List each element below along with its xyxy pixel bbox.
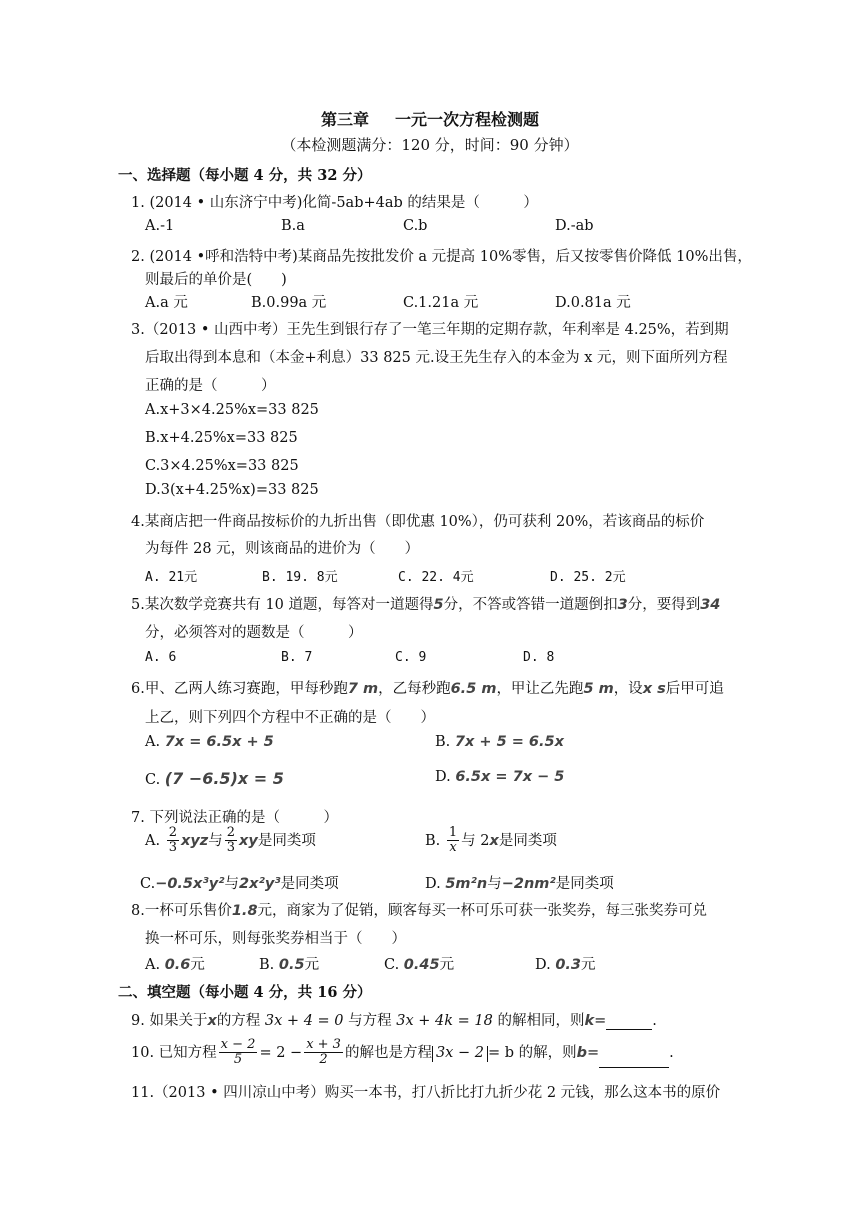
q4-option-a: A. 21元 <box>145 570 198 585</box>
q10-den2: 2 <box>319 1052 328 1068</box>
q7-b-fraction <box>447 826 459 856</box>
q8-c-unit: 元 <box>439 957 455 973</box>
question-2-line1: 2. (2014 •呼和浩特中考)某商品先按批发价 a 元提高 10%零售，后又按零售价降低 10%出售， <box>131 249 752 265</box>
q7-option-c <box>140 872 339 893</box>
q9-k: k <box>584 1013 595 1029</box>
q7-d-label: D. <box>425 876 441 892</box>
q6-d-label: D. <box>435 769 456 785</box>
q10-fraction-2 <box>304 1038 343 1068</box>
q9-end: . <box>652 1013 657 1029</box>
q5-text-c: 分，要得到 <box>627 597 701 613</box>
q6-value-d: x s <box>642 681 666 697</box>
q8-option-d <box>535 953 596 974</box>
q2-option-d: D.0.81a 元 <box>555 295 631 311</box>
q7-c-mid: 与 <box>224 876 240 892</box>
q7-b-num: 1 <box>448 825 458 840</box>
question-8-line2: 换一杯可乐，则每张奖券相当于（ ） <box>145 931 406 947</box>
question-8-line1 <box>131 899 707 920</box>
q8-d-value: 0.3 <box>555 957 582 973</box>
q9-var: x <box>207 1013 217 1029</box>
q7-c-end: 是同类项 <box>280 876 339 892</box>
q10-num1: x − 2 <box>220 1037 256 1052</box>
q9-equation-2: 3x + 4k = 18 <box>396 1013 493 1029</box>
q2-option-c: C.1.21a 元 <box>403 295 479 311</box>
title-name: 一元一次方程检测题 <box>395 110 540 129</box>
q7-a-end: 是同类项 <box>257 832 316 849</box>
q6-text-d: ，设 <box>613 681 643 697</box>
question-7-text: 7. 下列说法正确的是（ ） <box>131 810 338 826</box>
section-heading-choice: 一、选择题（每小题 4 分，共 32 分） <box>118 167 372 184</box>
q8-text-b: 元，商家为了促销，顾客每买一杯可乐可获一张奖券，每三张奖券可兑 <box>257 903 708 919</box>
q10-text-d: = b 的解，则 <box>487 1044 577 1061</box>
q5-value-correct: 5 <box>433 597 444 613</box>
q7-b-label: B. <box>425 832 441 849</box>
q7-a-mid: 与 <box>208 832 223 849</box>
question-6-line2: 上乙，则下列四个方程中不正确的是（ ） <box>145 710 435 726</box>
q2-option-b: B.0.99a 元 <box>251 295 327 311</box>
q6-option-c <box>145 769 284 788</box>
q8-c-label: C. <box>384 957 404 973</box>
q7-b-end: 是同类项 <box>498 832 557 849</box>
q10-eq: = <box>587 1044 600 1061</box>
q3-option-b: B.x+4.25%x=33 825 <box>145 430 298 446</box>
q7-a-den2: 3 <box>226 840 236 856</box>
q10-text-c: 的解也是方程 <box>344 1044 432 1061</box>
q8-option-b <box>259 953 319 974</box>
q9-text-c: 与方程 <box>343 1013 397 1029</box>
q7-a-den1: 3 <box>168 840 177 856</box>
q6-value-b: 6.5 m <box>450 681 497 697</box>
q6-text-c: ，甲让乙先跑 <box>496 681 584 697</box>
q7-b-den: x <box>449 840 457 856</box>
q6-option-d <box>435 769 564 785</box>
q7-a-num2: 2 <box>226 825 236 840</box>
q10-text-b: = 2 − <box>259 1044 303 1061</box>
q8-b-value: 0.5 <box>278 957 305 973</box>
q5-option-d: D. 8 <box>523 650 555 665</box>
q7-a-fraction-2 <box>225 826 237 856</box>
q10-end: . <box>669 1044 674 1061</box>
q9-text-a: 9. 如果关于 <box>131 1013 208 1029</box>
q7-c-label: C. <box>140 876 156 892</box>
q10-abs: 3x − 2 <box>432 1046 488 1062</box>
q6-c-label: C. <box>145 772 165 788</box>
q8-price: 1.8 <box>231 903 258 919</box>
q9-text-b: 的方程 <box>216 1013 265 1029</box>
q5-option-b: B. 7 <box>281 650 313 665</box>
q7-a-term1: xyz <box>180 832 209 849</box>
q9-answer-blank[interactable] <box>606 1029 652 1030</box>
q6-b-label: B. <box>435 734 455 750</box>
chapter-label: 第三章 <box>320 110 369 129</box>
q7-d-term2: −2nm² <box>501 876 556 892</box>
question-3-line2: 后取出得到本息和（本金+利息）33 825 元.设王先生存入的本金为 x 元，则下面所列方程 <box>145 350 728 366</box>
q8-a-unit: 元 <box>190 957 205 973</box>
q7-b-mid: 与 2 <box>461 832 490 849</box>
q8-option-a <box>145 953 205 974</box>
q8-a-value: 0.6 <box>164 957 191 973</box>
q6-c-equation: (7 −6.5)x = 5 <box>164 769 284 788</box>
q8-d-unit: 元 <box>581 957 596 973</box>
q5-text-a: 5.某次数学竞赛共有 10 道题，每答对一道题得 <box>131 597 434 613</box>
page-title <box>0 107 860 130</box>
question-5-line1 <box>131 593 720 614</box>
question-4-line1: 4.某商店把一件商品按标价的九折出售（即优惠 10%），仍可获利 20%，若该商品的标价 <box>131 514 705 530</box>
question-2-line2: 则最后的单价是( ) <box>145 272 287 288</box>
q5-option-c: C. 9 <box>395 650 427 665</box>
q7-a-num1: 2 <box>168 825 177 840</box>
q7-option-b <box>425 826 557 856</box>
q4-option-c: C. 22. 4元 <box>398 570 474 585</box>
q5-option-a: A. 6 <box>145 650 177 665</box>
q3-option-d: D.3(x+4.25%x)=33 825 <box>145 482 319 498</box>
q5-text-b: 分，不答或答错一道题倒扣 <box>443 597 618 613</box>
q7-d-mid: 与 <box>487 876 502 892</box>
q6-text-e: 后甲可追 <box>665 681 724 697</box>
q8-option-c <box>384 953 454 974</box>
q6-b-equation: 7x + 5 = 6.5x <box>454 734 564 750</box>
q9-eq: = <box>594 1013 607 1029</box>
q7-d-term1: 5m²n <box>445 876 488 892</box>
q4-option-d: D. 25. 2元 <box>550 570 626 585</box>
q6-a-label: A. <box>145 734 165 750</box>
q7-d-end: 是同类项 <box>555 876 614 892</box>
q10-b: b <box>576 1044 587 1061</box>
question-6-line1 <box>131 677 724 698</box>
q6-value-a: 7 m <box>347 681 379 697</box>
q9-equation-1: 3x + 4 = 0 <box>264 1013 344 1029</box>
q8-c-value: 0.45 <box>403 957 440 973</box>
q1-option-c: C.b <box>403 218 428 234</box>
q3-option-a: A.x+3×4.25%x=33 825 <box>145 402 319 418</box>
q6-option-b <box>435 734 564 750</box>
q10-fraction-1 <box>219 1038 258 1068</box>
question-1-text: 1. (2014 • 山东济宁中考)化简-5ab+4ab 的结果是（ ） <box>131 195 538 211</box>
q8-d-label: D. <box>535 957 556 973</box>
q8-text-a: 8.一杯可乐售价 <box>131 903 232 919</box>
q1-option-b: B.a <box>281 218 305 234</box>
q7-option-d <box>425 872 614 893</box>
q8-b-unit: 元 <box>304 957 320 973</box>
q1-option-d: D.-ab <box>555 218 594 234</box>
q10-num2: x + 3 <box>306 1037 341 1052</box>
question-9 <box>131 1009 657 1030</box>
q8-b-label: B. <box>259 957 279 973</box>
q7-a-label: A. <box>145 832 161 849</box>
q7-c-term1: −0.5x³y² <box>155 876 225 892</box>
q10-text-a: 10. 已知方程 <box>131 1044 217 1061</box>
question-10 <box>131 1038 674 1068</box>
q6-text-a: 6.甲、乙两人练习赛跑，甲每秒跑 <box>131 681 348 697</box>
q6-value-c: 5 m <box>583 681 614 697</box>
q7-option-a <box>145 826 316 856</box>
q6-a-equation: 7x = 6.5x + 5 <box>164 734 274 750</box>
q1-option-a: A.-1 <box>145 218 175 234</box>
section-heading-fill: 二、填空题（每小题 4 分，共 16 分） <box>118 984 372 1001</box>
question-11-line1: 11.（2013 • 四川凉山中考）购买一本书，打八折比打九折少花 2 元钱，那么这本书的原价 <box>131 1085 721 1101</box>
q6-d-equation: 6.5x = 7x − 5 <box>455 769 565 785</box>
question-3-line3: 正确的是（ ） <box>145 378 276 394</box>
q6-option-a <box>145 734 274 750</box>
q6-text-b: ，乙每秒跑 <box>378 681 451 697</box>
q8-a-label: A. <box>145 957 165 973</box>
question-3-line1: 3.（2013 • 山西中考）王先生到银行存了一笔三年期的定期存款，年利率是 4.25%，若到期 <box>131 322 729 338</box>
page-subtitle: （本检测题满分：120 分，时间：90 分钟） <box>281 136 579 154</box>
q10-den1: 5 <box>233 1052 243 1068</box>
q7-a-term2: xy <box>239 832 258 849</box>
q9-text-d: 的解相同，则 <box>492 1013 585 1029</box>
q4-option-b: B. 19. 8元 <box>262 570 338 585</box>
q5-value-target: 34 <box>700 597 721 613</box>
q5-value-penalty: 3 <box>617 597 628 613</box>
q10-answer-blank[interactable] <box>599 1067 669 1068</box>
q3-option-c: C.3×4.25%x=33 825 <box>145 458 299 474</box>
question-4-line2: 为每件 28 元，则该商品的进价为（ ） <box>145 541 420 557</box>
q7-c-term2: 2x²y³ <box>239 876 281 892</box>
question-5-line2: 分，必须答对的题数是（ ） <box>145 625 363 641</box>
q7-a-fraction-1 <box>167 826 179 856</box>
q7-b-term: x <box>489 832 499 849</box>
q2-option-a: A.a 元 <box>145 295 188 311</box>
